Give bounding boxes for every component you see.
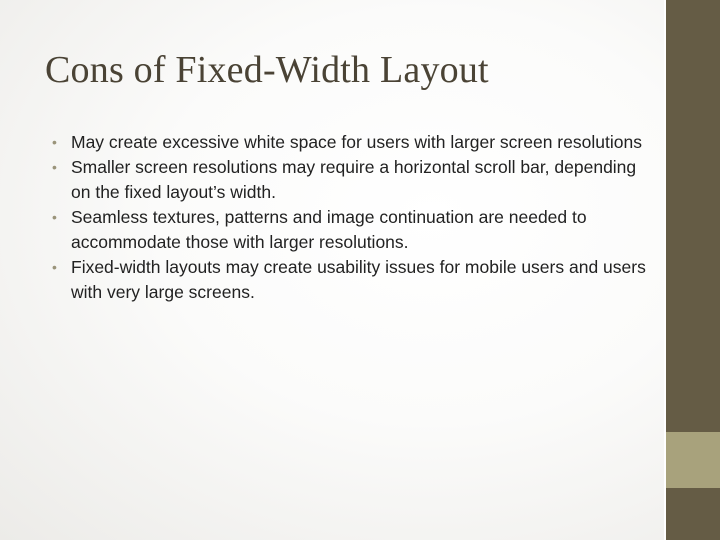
bullet-text: Seamless textures, patterns and image continuation are needed to accommodate those with larger resolutions. — [71, 207, 587, 252]
bullet-text: May create excessive white space for users with larger screen resolutions — [71, 132, 642, 152]
bullet-marker: • — [52, 259, 57, 275]
bullet-marker: • — [52, 159, 57, 175]
bullet-item — [52, 130, 652, 155]
bullet-marker: • — [52, 134, 57, 150]
side-accent-block — [666, 432, 720, 488]
bullet-item — [52, 255, 652, 305]
bullet-text: Smaller screen resolutions may require a horizontal scroll bar, depending on the fixed layout’s width. — [71, 157, 637, 202]
bullet-text: Fixed-width layouts may create usability issues for mobile users and users with very large screens. — [71, 257, 646, 302]
bullet-item — [52, 205, 652, 255]
bullet-item — [52, 155, 652, 205]
bullet-marker: • — [52, 209, 57, 225]
bullet-list — [52, 130, 652, 305]
slide-title: Cons of Fixed-Width Layout — [45, 49, 489, 91]
